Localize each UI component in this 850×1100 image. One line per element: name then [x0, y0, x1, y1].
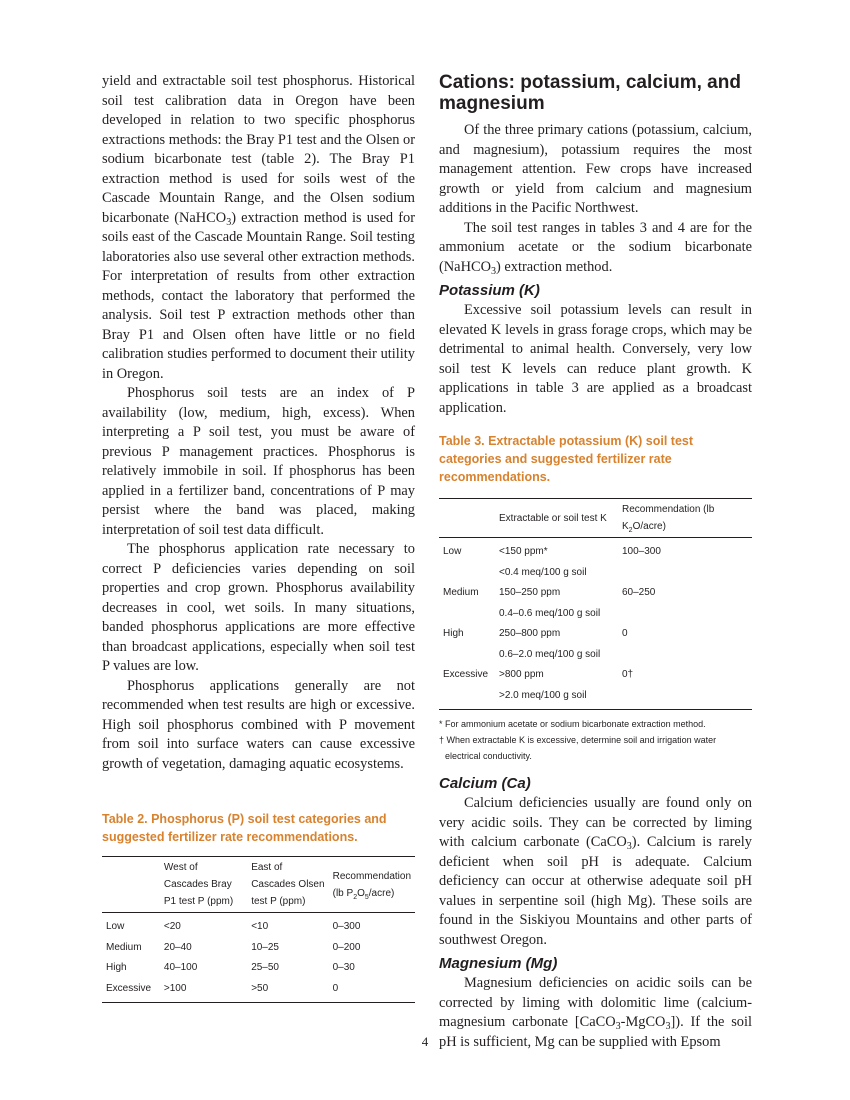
text-run: ) extraction method is used for soils east of the Cascade Mountain Range. Soil testing laboratories also use several other extraction methods. For interpretation of results from other extraction methods, contact the laboratory that performed the analysis. Soil test P extraction methods other than Bray P1 and Olsen often have little or no field calibration studies performed to document their utility in Oregon.: [102, 209, 415, 382]
table-row: Medium 20–40 10–25 0–200: [106, 941, 361, 953]
table-row: >2.0 meq/100 g soil: [499, 689, 587, 701]
table3-header-extractable: Extractable or soil test K: [495, 499, 618, 538]
subscript: 3: [226, 216, 232, 228]
table2: [102, 856, 415, 1003]
table-row: Excessive >800 ppm 0†: [443, 669, 634, 680]
table-row: Low <20 <10 0–300: [106, 921, 361, 932]
table3-caption: Table 3. Extractable potassium (K) soil test categories and suggested fertilizer rate recommendations.: [439, 434, 694, 484]
paragraph-cations-intro: Of the three primary cations (potassium, calcium, and magnesium), potassium requires the most management attention. Few crops have increased growth or yield from calcium and magnesium additions in the Pacific Northwest.: [439, 122, 752, 216]
table2-header-east: East of Cascades Olsen test P (ppm): [247, 857, 328, 913]
table-row: 0.6–2.0 meq/100 g soil: [499, 648, 601, 660]
table2-header-west: West of Cascades Bray P1 test P (ppm): [160, 857, 247, 913]
paragraph-p-rate: The phosphorus application rate necessary to correct P deficiencies varies depending on soil properties and crop grown. Phosphorus availability decreases in cool, wet soils. In many situations, banded phosphorus applications are more effective than broadcast applications, especially when soil test P values are low.: [102, 541, 415, 674]
paragraph-potassium: Excessive soil potassium levels can result in elevated K levels in grass forage crops, which may be detrimental to animal health. Conversely, very low soil test K levels can reduce plant growth. K applications in table 3 are applied as a broadcast application.: [439, 302, 752, 416]
table3-footnote-2: † When extractable K is excessive, determine soil and irrigation water electrical conductivity.: [439, 735, 717, 761]
paragraph-p-calibration: [102, 72, 415, 384]
text-run: yield and extractable soil test phosphorus. Historical soil test calibration data in Oregon have been developed in relation to two specific phosphorus extractions methods: the Bray P1 test and the Olsen or sodium bicarbonate test (table 2). The Bray P1 extraction method is used for soils west of the Cascade Mountain Range, and the Olsen sodium bicarbonate (NaHCO: [102, 73, 415, 226]
table-row: Medium 150–250 ppm 60–250: [443, 587, 656, 598]
table3-header-rec: Recommendation (lb $K_2O/acre$): [618, 499, 752, 538]
table-row: Excessive >100 >50 0: [106, 982, 339, 994]
paragraph-soil-test-ranges: The soil test ranges in tables 3 and 4 are for the ammonium acetate or the sodium bicarbonate (NaHCO$_3$) extraction method.: [439, 219, 752, 277]
left-column: [102, 72, 415, 1003]
paragraph-p-availability: Phosphorus soil tests are an index of P availability (low, medium, high, excess). When interpreting a P soil test, you must be aware of previous P management practices. Phosphorus is relatively immobile in soil. If phosphorus has been applied in a fertilizer band, concentrations of P may persist where the band was placed, making interpretation of soil test data difficult.: [102, 385, 415, 538]
table2-caption: Table 2. Phosphorus (P) soil test categories and suggested fertilizer rate recommendations.: [102, 812, 387, 844]
paragraph-calcium: Calcium deficiencies usually are found only on very acidic soils. They can be corrected by liming with calcium carbonate (CaCO$_3$). Calcium is rarely deficient when soil pH is adequate. Calcium deficiency can occur at otherwise adequate soil pH values in serpentine soil (high Mg). These soils are found in the Siskiyou Mountains and other parts of southwest Oregon.: [439, 795, 753, 948]
table3: [439, 498, 752, 710]
paragraph-p-applications: Phosphorus applications generally are not recommended when test results are high or excessive. High soil phosphorus combined with P movement from soil into surface waters can cause excessive growth of vegetation, damaging aquatic ecosystems.: [102, 677, 415, 772]
table-row: Low <150 ppm* 100–300: [443, 546, 661, 557]
subheading-calcium: Calcium (Ca): [439, 775, 531, 792]
paragraph-magnesium: Magnesium deficiencies on acidic soils can be corrected by liming with dolomitic lime (calcium-magnesium carbonate [CaCO$_3$-MgCO$_3$]). If the soil pH is sufficient, Mg can be supplied with Epsom: [439, 975, 752, 1050]
page-number: 4: [421, 1034, 429, 1049]
table3-footnote-1: * For ammonium acetate or sodium bicarbonate extraction method.: [439, 719, 706, 729]
table-row: High 250–800 ppm 0: [443, 628, 628, 639]
subheading-magnesium: Magnesium (Mg): [439, 955, 558, 972]
table-row: High 40–100 25–50 0–30: [106, 962, 355, 973]
subheading-potassium: Potassium (K): [439, 282, 540, 299]
right-column: [439, 72, 752, 1052]
section-heading-cations: Cations: potassium, calcium, and magnesium: [439, 72, 741, 114]
table-row: <0.4 meq/100 g soil: [499, 566, 587, 578]
table-row: 0.4–0.6 meq/100 g soil: [499, 607, 601, 619]
table2-header-rec: Recommendation (lb $P_2O_5/acre$): [329, 857, 415, 913]
